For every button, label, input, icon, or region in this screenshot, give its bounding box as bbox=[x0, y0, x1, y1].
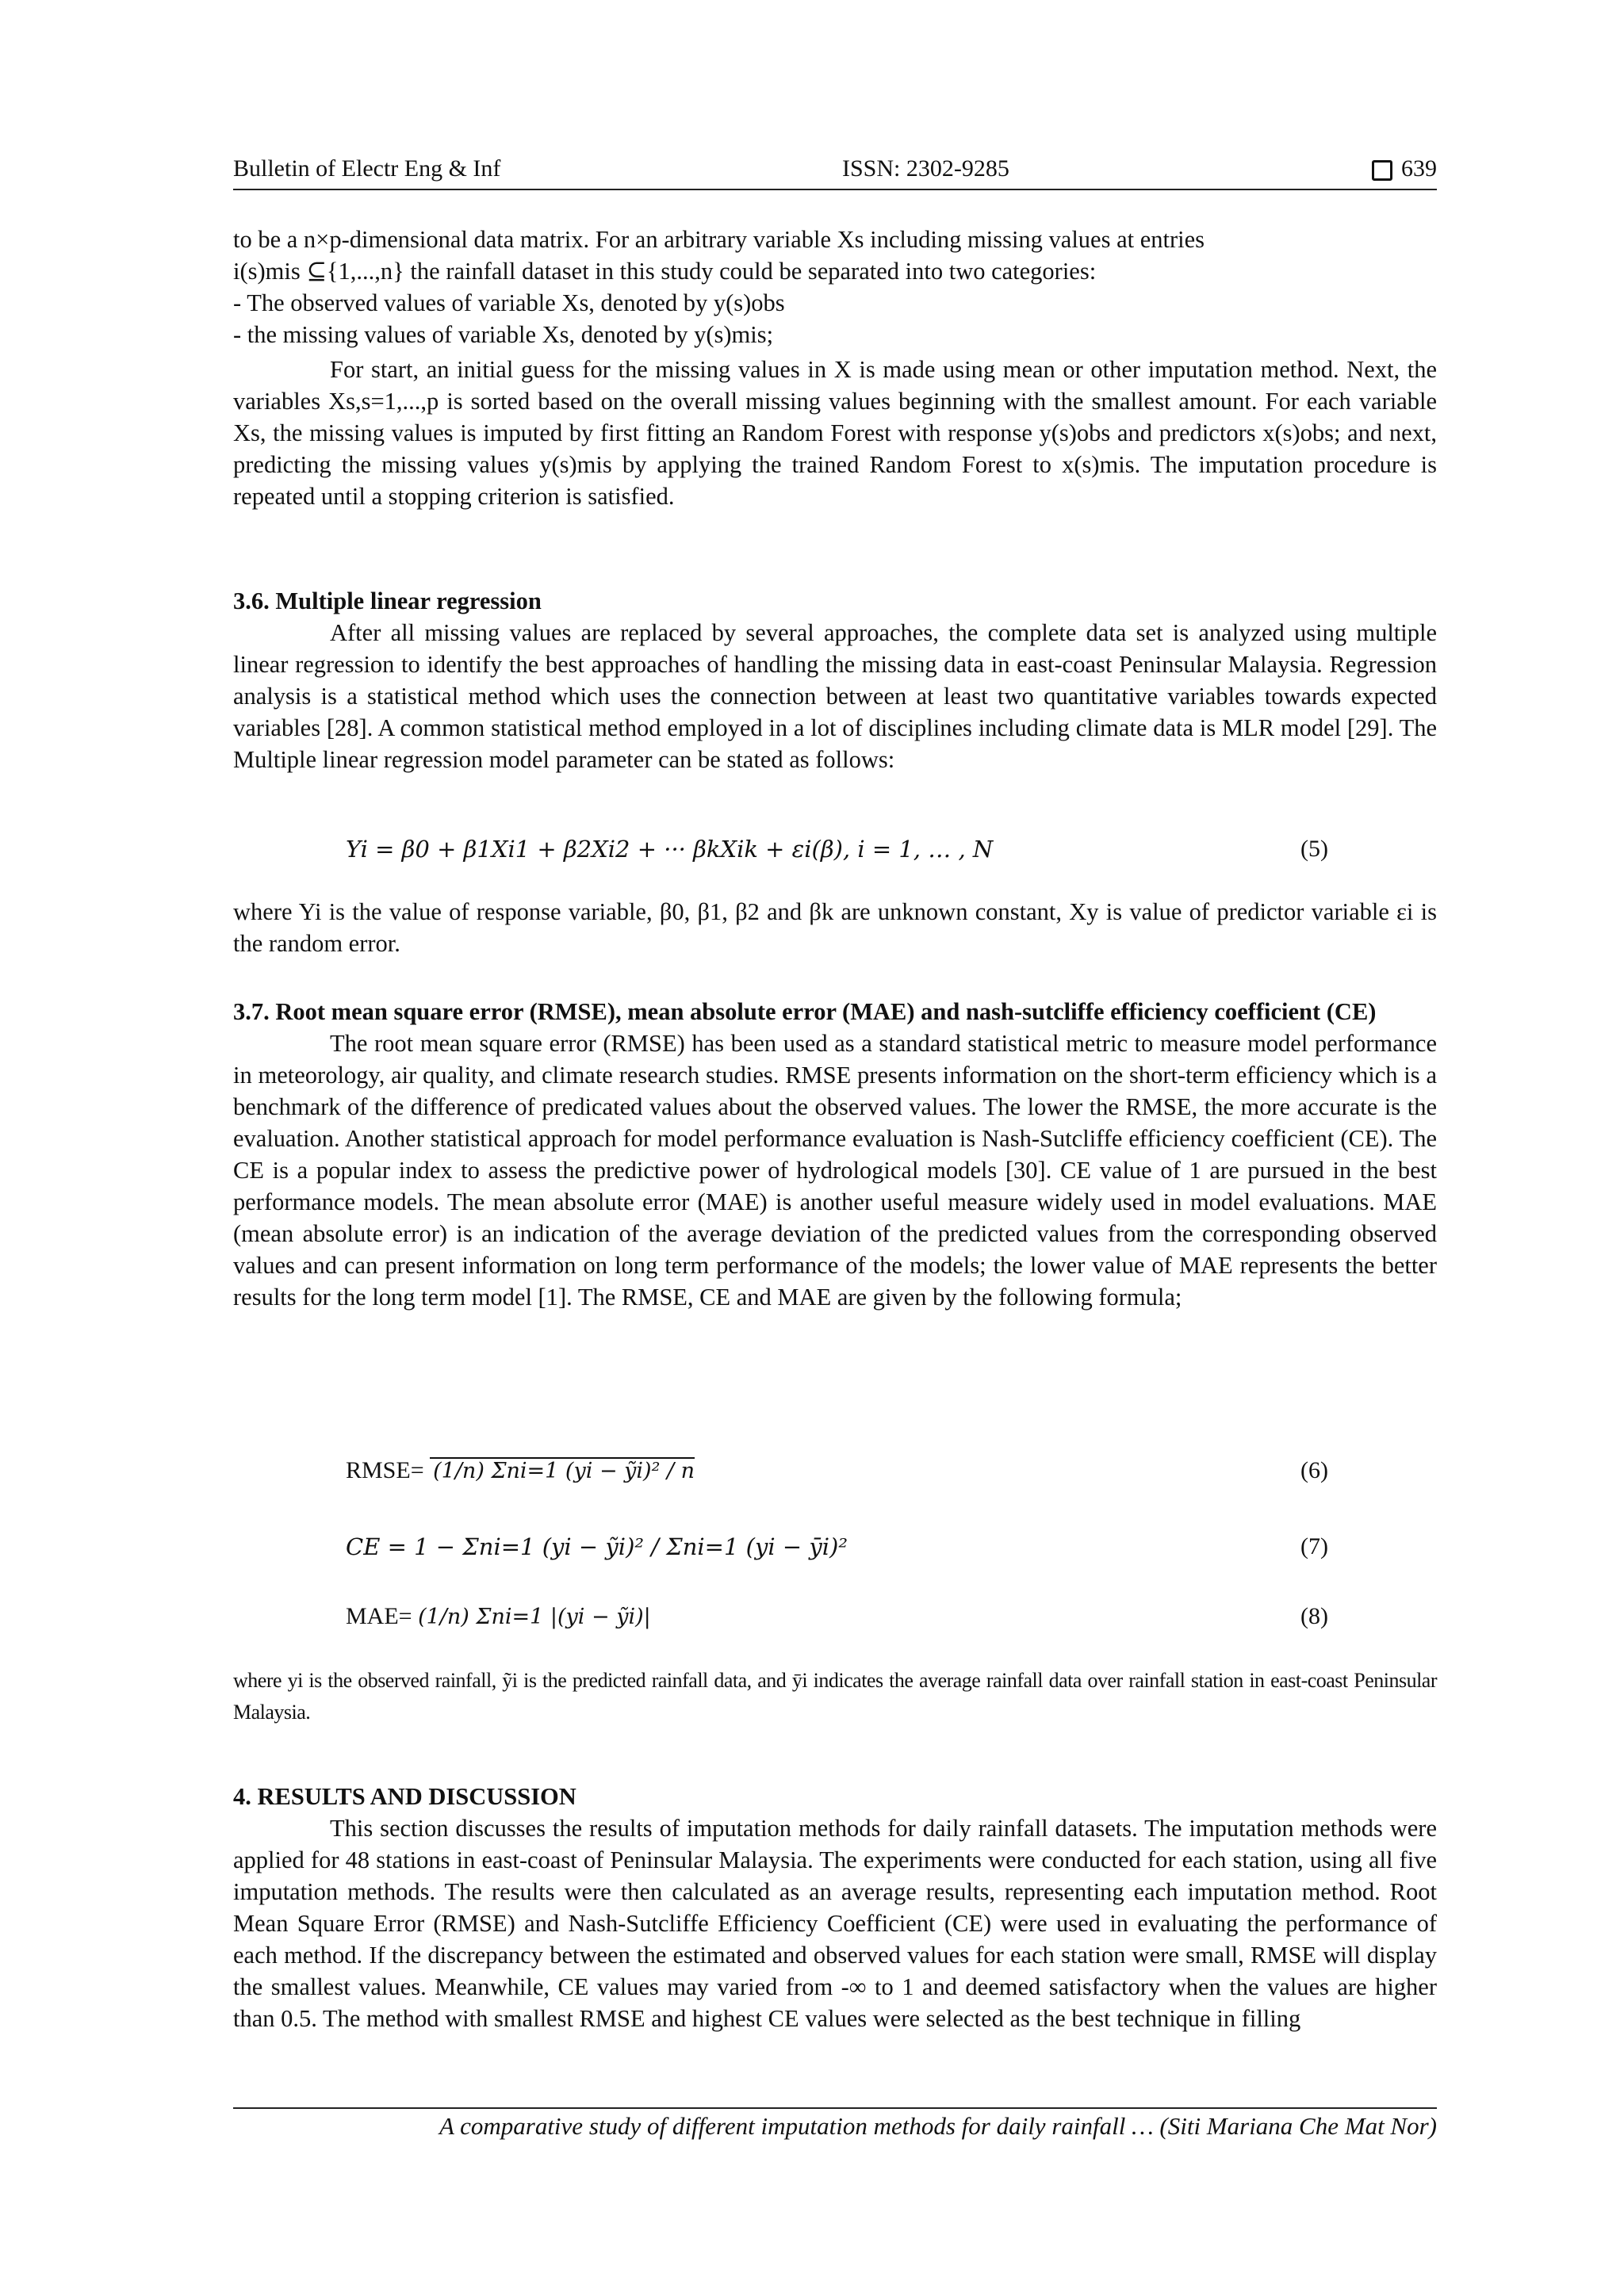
body-line: i(s)mis ⊆{1,...,n} the rainfall dataset in this study could be separated into two categories: bbox=[233, 258, 1097, 285]
equation-number: (8) bbox=[1300, 1603, 1328, 1629]
journal-name: Bulletin of Electr Eng & Inf bbox=[233, 155, 501, 182]
equation-label: RMSE= bbox=[346, 1457, 424, 1483]
section-heading: 4. RESULTS AND DISCUSSION bbox=[233, 1783, 576, 1810]
equation-label: MAE= bbox=[346, 1603, 412, 1629]
section-paragraph: After all missing values are replaced by several approaches, the complete data set is analyzed using multiple linear regression to identify the best approaches of handling the missing data in east-coast Peninsular Malaysia. Regression analysis is a statistical method which uses the connection between at least two quantitative variables towards expected variables [28]. A common statistical method employed in a lot of disciplines including climate data is MLR model [29]. The Multiple linear regression model parameter can be stated as follows: bbox=[233, 619, 1437, 773]
missforest-description bbox=[233, 224, 1437, 512]
imputation-procedure-paragraph: For start, an initial guess for the missing values in X is made using mean or other imputation method. Next, the variables Xs,s=1,...,p is sorted based on the overall missing values beginning with the smallest amount. For each variable Xs, the missing values is imputed by first fitting an Random Forest with response y(s)obs and predictors x(s)obs; and next, predicting the missing values y(s)mis by applying the trained Random Forest to x(s)mis. The imputation procedure is repeated until a stopping criterion is satisfied. bbox=[233, 356, 1437, 510]
body-line: - The observed values of variable Xs, denoted by y(s)obs bbox=[233, 289, 785, 316]
section-paragraph: This section discusses the results of imputation methods for daily rainfall datasets. The imputation methods were applied for 48 stations in east-coast of Peninsular Malaysia. The experiments were conducted for each station, using all five imputation methods. The results were then calculated as an average results, representing each imputation method. Root Mean Square Error (RMSE) and Nash-Sutcliffe Efficiency Coefficient (CE) were used in evaluating the performance of each method. If the discrepancy between the estimated and observed values for each station were small, RMSE will display the smallest values. Meanwhile, CE values may varied from -∞ to 1 and deemed satisfactory when the values are higher than 0.5. The method with smallest RMSE and highest CE values were selected as the best technique in filling bbox=[233, 1815, 1437, 2032]
equation-body: (1/n) Σni=1 (yi − ỹi)² / n bbox=[430, 1457, 695, 1483]
equation-number: (7) bbox=[1300, 1533, 1328, 1559]
running-header bbox=[233, 155, 1437, 190]
checkbox-icon bbox=[1372, 160, 1392, 181]
body-line: - the missing values of variable Xs, denoted by y(s)mis; bbox=[233, 321, 774, 348]
body-text: where yi is the observed rainfall, ỹi is the predicted rainfall data, and ȳi indicates the average rainfall data over rainfall station in east-coast Peninsular Malaysia. bbox=[233, 1669, 1437, 1724]
equation-5: Yi = β0 + β1Xi1 + β2Xi2 + ··· βkXik + εi(β), i = 1, … , N bbox=[346, 836, 994, 863]
footer-divider bbox=[233, 2107, 1437, 2109]
equation-number: (6) bbox=[1300, 1457, 1328, 1483]
equation-8 bbox=[346, 1603, 651, 1630]
equation-6 bbox=[346, 1457, 695, 1484]
section-heading: 3.6. Multiple linear regression bbox=[233, 587, 542, 614]
body-text: where Yi is the value of response variable, β0, β1, β2 and βk are unknown constant, Xy is value of predictor variable εi is the random error. bbox=[233, 898, 1437, 957]
page-number: 639 bbox=[1401, 155, 1437, 182]
equations-explanation bbox=[233, 1665, 1437, 1728]
equation-5-explanation bbox=[233, 896, 1437, 959]
section-heading: 3.7. Root mean square error (RMSE), mean absolute error (MAE) and nash-sutcliffe efficiency coefficient (CE) bbox=[233, 998, 1377, 1025]
running-footer: A comparative study of different imputation methods for daily rainfall … (Siti Mariana Che Mat Nor) bbox=[439, 2112, 1437, 2140]
equation-7: CE = 1 − Σni=1 (yi − ỹi)² / Σni=1 (yi − ȳi)² bbox=[346, 1533, 848, 1560]
section-paragraph: The root mean square error (RMSE) has been used as a standard statistical metric to measure model performance in meteorology, air quality, and climate research studies. RMSE presents information on the short-term efficiency which is a benchmark of the difference of predicated values about the observed values. The lower the RMSE, the more accurate is the evaluation. Another statistical approach for model performance evaluation is Nash-Sutcliffe efficiency coefficient (CE). The CE is a popular index to assess the predictive power of hydrological models [30]. CE value of 1 are pursued in the best performance models. The mean absolute error (MAE) is another useful measure widely used in model evaluations. MAE (mean absolute error) is an indication of the average deviation of the predicted values from the corresponding observed values and can present information on long term performance of the models; the lower value of MAE represents the better results for the long term model [1]. The RMSE, CE and MAE are given by the following formula; bbox=[233, 1030, 1437, 1311]
equation-number: (5) bbox=[1300, 836, 1328, 862]
header-divider bbox=[233, 189, 1437, 190]
section-4 bbox=[233, 1781, 1437, 2034]
issn: ISSN: 2302-9285 bbox=[842, 155, 1009, 182]
section-3-6 bbox=[233, 585, 1437, 775]
body-line: to be a n×p-dimensional data matrix. For an arbitrary variable Xs including missing values at entries bbox=[233, 226, 1205, 253]
equation-body: (1/n) Σni=1 |(yi − ỹi)| bbox=[418, 1605, 651, 1629]
section-3-7 bbox=[233, 996, 1437, 1313]
